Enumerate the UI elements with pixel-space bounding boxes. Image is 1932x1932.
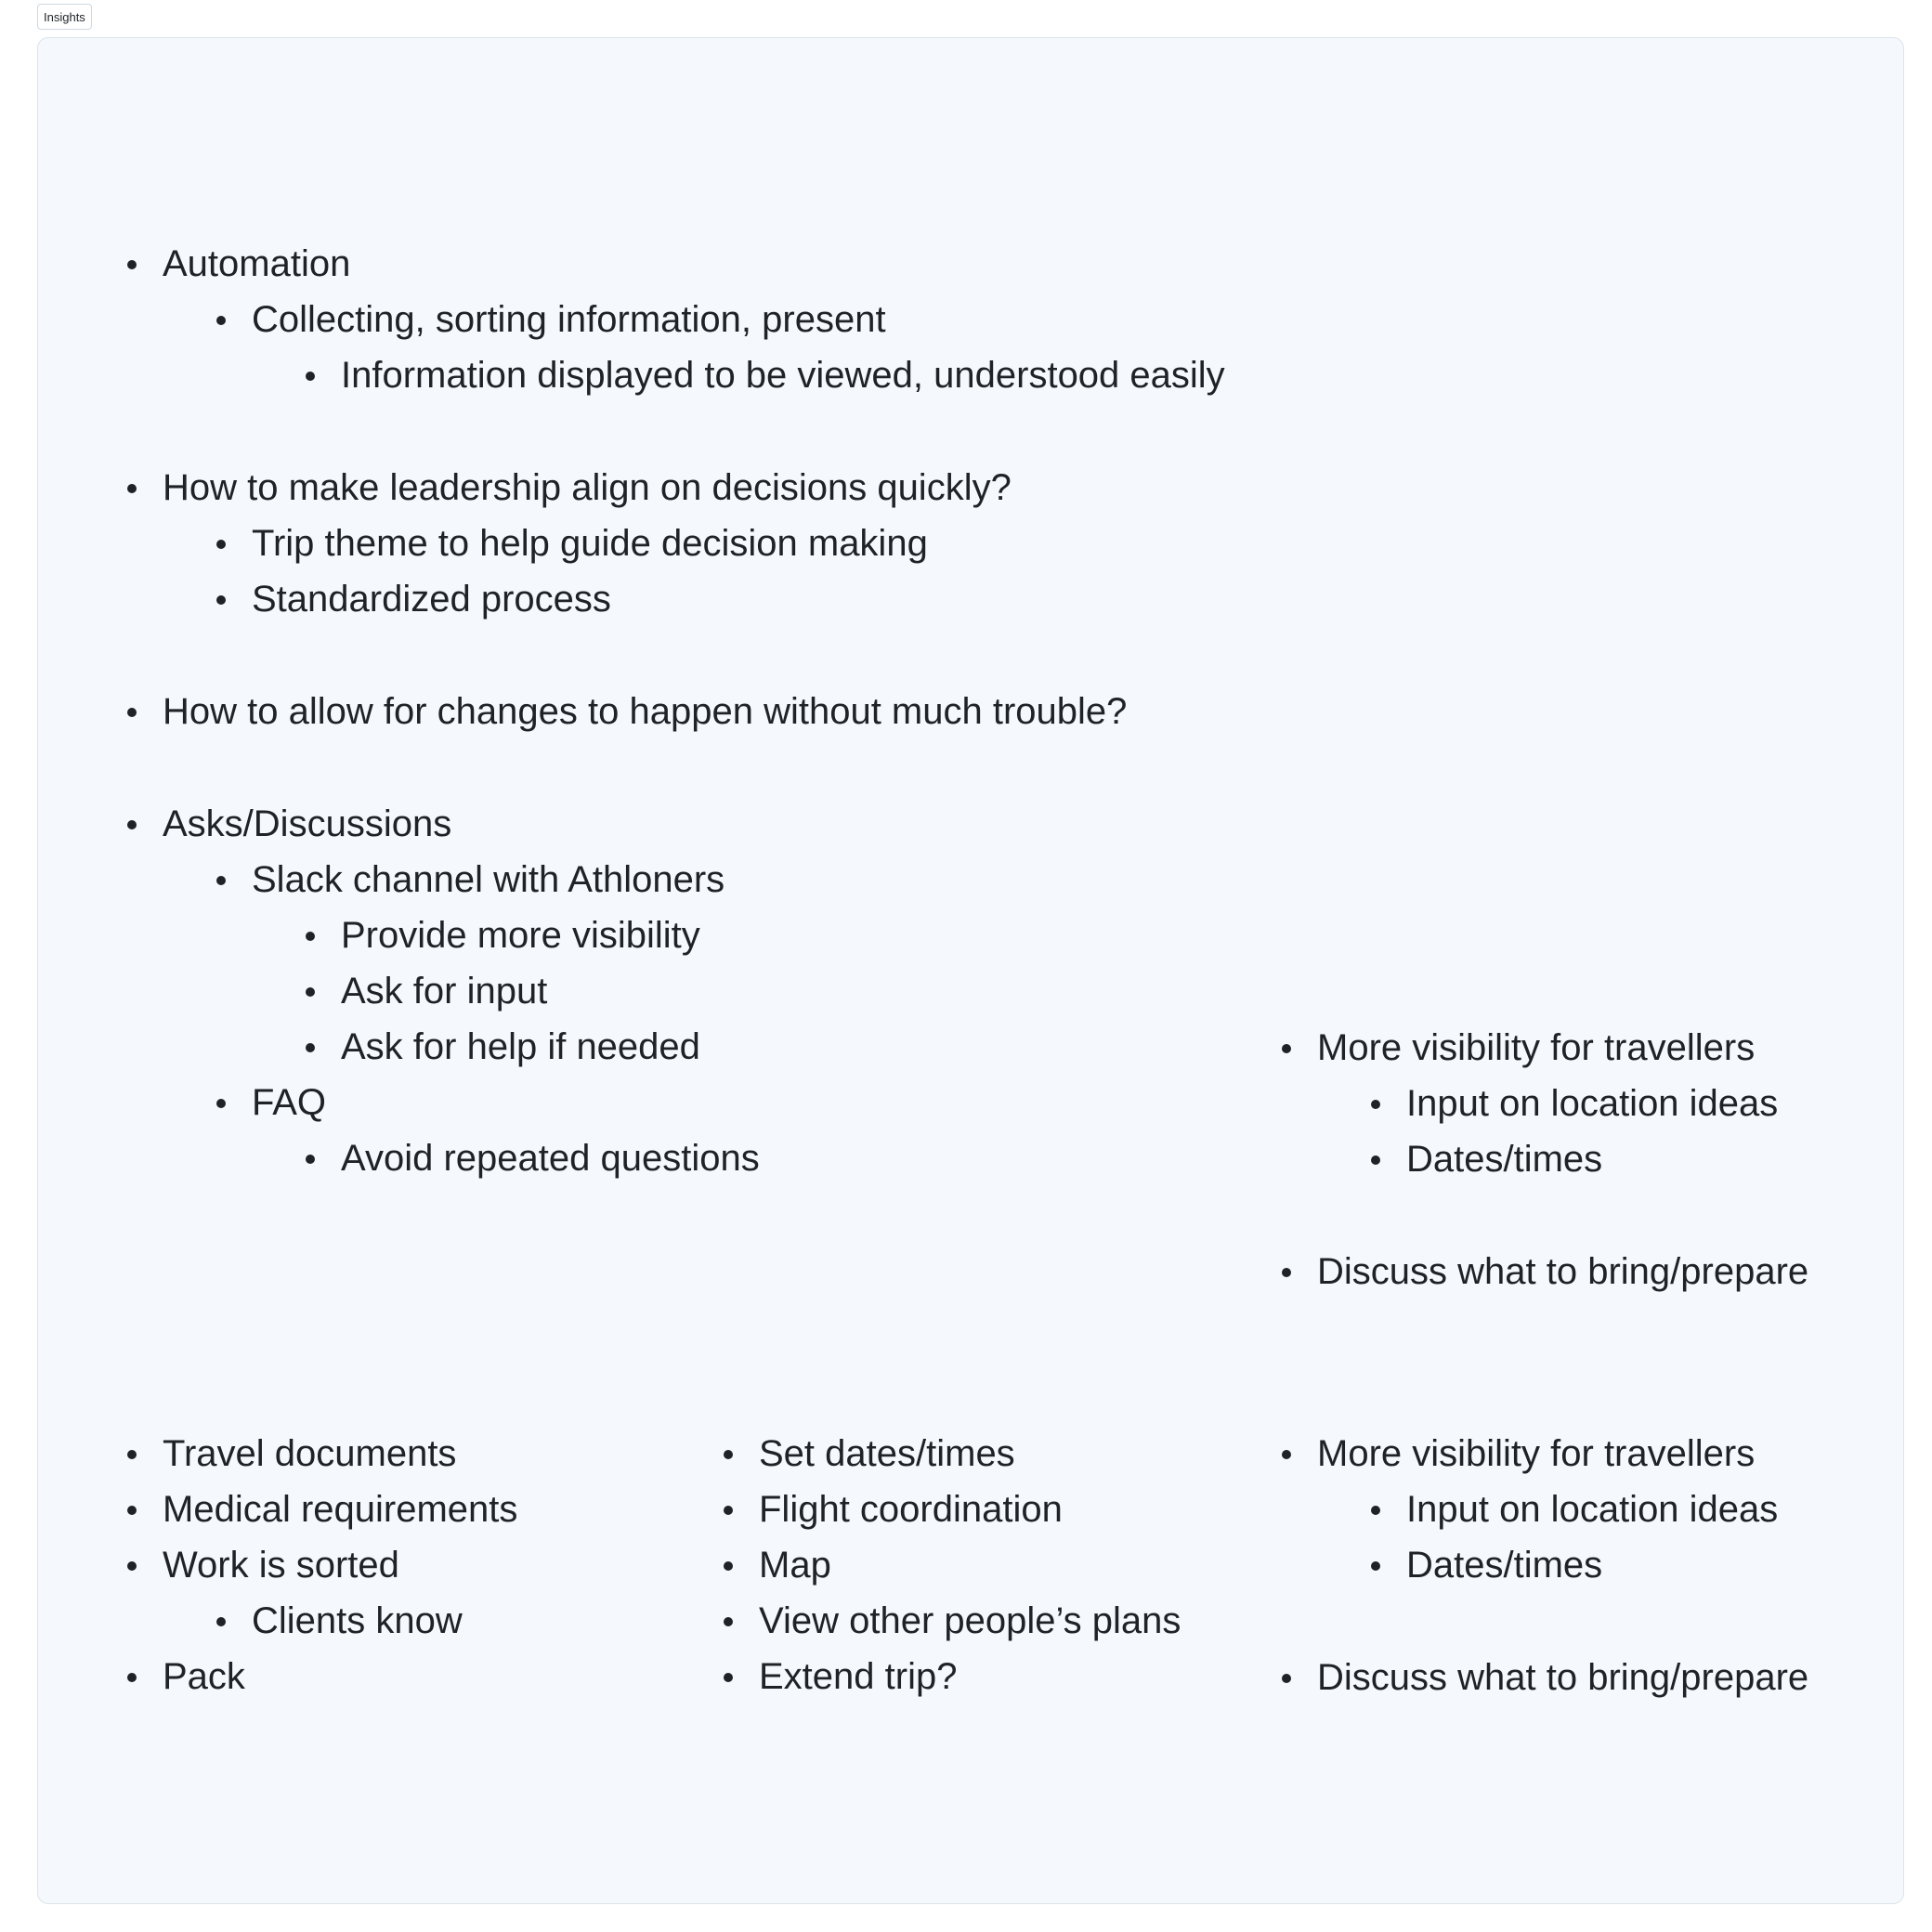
list-item xyxy=(306,347,1225,403)
list-item-text: Flight coordination xyxy=(759,1489,1063,1530)
list-item-text: Dates/times xyxy=(1406,1545,1603,1586)
list-item xyxy=(306,963,760,1019)
list-item xyxy=(127,796,760,1186)
discuss-list-top xyxy=(1282,1244,1808,1299)
list-item-text: Avoid repeated questions xyxy=(341,1138,760,1179)
list-item-text: How to make leadership align on decisions quickly? xyxy=(163,467,1012,508)
list-item-text: Dates/times xyxy=(1406,1139,1603,1180)
list-item xyxy=(127,460,1012,627)
list-item-text: Pack xyxy=(163,1656,245,1697)
nested-bullet-list xyxy=(1317,1482,1778,1593)
list-item xyxy=(1282,1426,1778,1593)
list-item xyxy=(1371,1537,1778,1593)
list-item-text: Information displayed to be viewed, understood easily xyxy=(341,355,1225,396)
list-item xyxy=(216,571,1012,627)
nested-bullet-list xyxy=(163,852,760,1186)
list-item xyxy=(127,1482,517,1537)
list-item-text: Trip theme to help guide decision making xyxy=(252,523,928,564)
list-item xyxy=(1371,1482,1778,1537)
list-item xyxy=(127,1649,517,1704)
visibility-list-bottom xyxy=(1282,1426,1778,1593)
bullet-list xyxy=(1282,1650,1808,1705)
list-item-text: Set dates/times xyxy=(759,1433,1015,1474)
list-item xyxy=(1371,1131,1778,1187)
bullet-list xyxy=(127,684,1127,739)
list-item xyxy=(1282,1020,1778,1187)
list-item xyxy=(216,292,1225,403)
list-item xyxy=(1371,1076,1778,1131)
changes-list xyxy=(127,684,1127,739)
frame-label[interactable]: Insights xyxy=(37,4,92,30)
list-item-text: Ask for help if needed xyxy=(341,1026,700,1067)
list-item-text: Slack channel with Athloners xyxy=(252,859,725,900)
list-item-text: Provide more visibility xyxy=(341,915,700,956)
list-item xyxy=(724,1649,1181,1704)
automation-list xyxy=(127,236,1225,403)
dates-list xyxy=(724,1426,1181,1704)
bullet-list xyxy=(127,460,1012,627)
list-item xyxy=(127,684,1127,739)
list-item-text: Input on location ideas xyxy=(1406,1489,1779,1530)
list-item xyxy=(216,852,760,1075)
nested-bullet-list xyxy=(252,347,1225,403)
list-item-text: Travel documents xyxy=(163,1433,457,1474)
nested-bullet-list xyxy=(163,1593,517,1649)
list-item xyxy=(127,236,1225,403)
list-item xyxy=(216,516,1012,571)
bullet-list xyxy=(127,1426,517,1704)
bullet-list xyxy=(1282,1244,1808,1299)
list-item xyxy=(216,1593,517,1649)
list-item xyxy=(724,1482,1181,1537)
visibility-list-top xyxy=(1282,1020,1778,1187)
bullet-list xyxy=(724,1426,1181,1704)
list-item-text: How to allow for changes to happen without much trouble? xyxy=(163,691,1128,732)
list-item-text: More visibility for travellers xyxy=(1317,1433,1756,1474)
list-item xyxy=(724,1593,1181,1649)
list-item-text: View other people’s plans xyxy=(759,1600,1181,1641)
list-item xyxy=(724,1537,1181,1593)
list-item-text: Standardized process xyxy=(252,579,611,620)
list-item xyxy=(1282,1650,1808,1705)
leadership-list xyxy=(127,460,1012,627)
documents-list xyxy=(127,1426,517,1704)
nested-bullet-list xyxy=(252,1130,760,1186)
bullet-list xyxy=(1282,1020,1778,1187)
nested-bullet-list xyxy=(252,907,760,1075)
list-item xyxy=(216,1075,760,1186)
list-item-text: Clients know xyxy=(252,1600,463,1641)
list-item-text: Map xyxy=(759,1545,831,1586)
asks-list xyxy=(127,796,760,1186)
bullet-list xyxy=(127,236,1225,403)
list-item-text: Automation xyxy=(163,243,351,284)
list-item-text: Ask for input xyxy=(341,971,548,1012)
list-item-text: Asks/Discussions xyxy=(163,803,452,844)
list-item-text: Work is sorted xyxy=(163,1545,399,1586)
bullet-list xyxy=(1282,1426,1778,1593)
list-item xyxy=(306,1019,760,1075)
list-item xyxy=(127,1426,517,1482)
list-item xyxy=(306,1130,760,1186)
list-item-text: Collecting, sorting information, present xyxy=(252,299,886,340)
bullet-list xyxy=(127,796,760,1186)
list-item-text: Medical requirements xyxy=(163,1489,518,1530)
list-item xyxy=(306,907,760,963)
nested-bullet-list xyxy=(163,516,1012,627)
list-item-text: FAQ xyxy=(252,1082,327,1123)
list-item xyxy=(127,1537,517,1649)
list-item-text: Extend trip? xyxy=(759,1656,958,1697)
nested-bullet-list xyxy=(163,292,1225,403)
list-item-text: More visibility for travellers xyxy=(1317,1027,1756,1068)
list-item-text: Discuss what to bring/prepare xyxy=(1317,1657,1809,1698)
list-item xyxy=(1282,1244,1808,1299)
list-item-text: Discuss what to bring/prepare xyxy=(1317,1251,1809,1292)
list-item xyxy=(724,1426,1181,1482)
discuss-list-bottom xyxy=(1282,1650,1808,1705)
list-item-text: Input on location ideas xyxy=(1406,1083,1779,1124)
nested-bullet-list xyxy=(1317,1076,1778,1187)
